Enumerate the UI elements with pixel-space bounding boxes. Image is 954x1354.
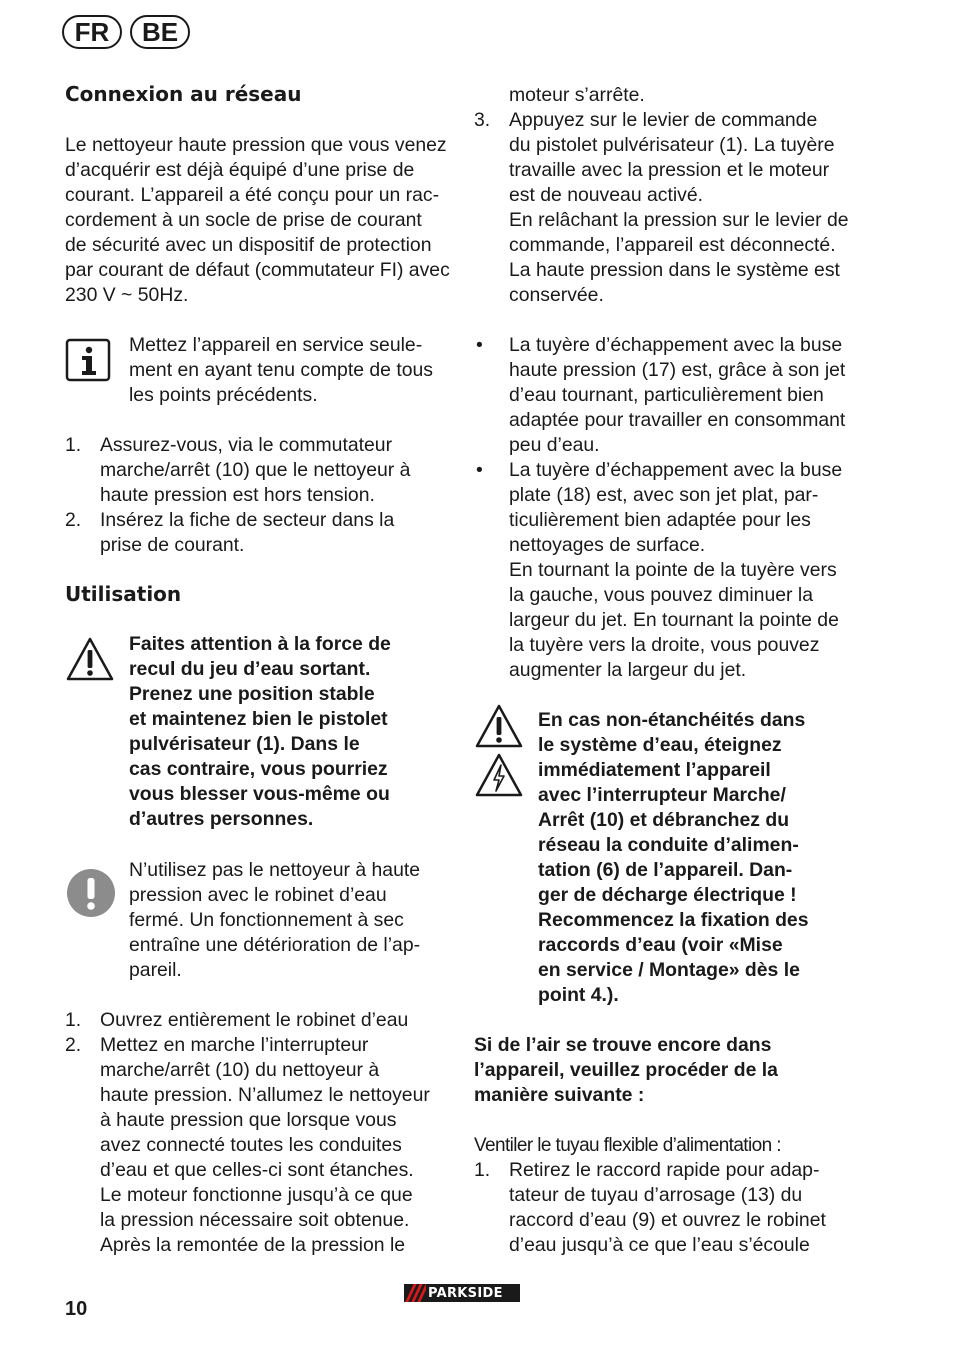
text-line: l’appareil, veuillez procéder de la	[474, 1059, 778, 1081]
text-line: du pistolet pulvérisateur (1). La tuyère	[509, 134, 835, 156]
text-line: est de nouveau activé.	[509, 184, 704, 206]
text-line: haute pression (17) est, grâce à son jet	[509, 359, 846, 381]
step-number: 1.	[65, 1009, 82, 1031]
text-line: ger de décharge électrique !	[538, 884, 797, 906]
air-in-device-heading	[474, 1033, 778, 1108]
text-line: tation (6) de l’appareil. Dan-	[538, 859, 793, 881]
text-line: travaille avec la pression et le moteur	[509, 159, 830, 181]
text-line: marche/arrêt (10) que le nettoyeur à	[100, 459, 411, 481]
heading-utilisation: Utilisation	[65, 582, 182, 606]
text-line: d’acquérir est déjà équipé d’une prise de	[65, 159, 415, 181]
text-line: point 4.).	[538, 984, 619, 1006]
text-line: cas contraire, vous pourriez	[129, 758, 388, 780]
text-line: prise de courant.	[100, 534, 245, 556]
text-line: ment en ayant tenu compte de tous	[129, 359, 433, 381]
text-line: d’autres personnes.	[129, 808, 314, 830]
warning-triangle-icon	[65, 636, 115, 689]
text-line: Insérez la fiche de secteur dans la	[100, 509, 395, 531]
info-icon	[65, 338, 111, 389]
text-line: Appuyez sur le levier de commande	[509, 109, 818, 131]
warning-recoil-text	[129, 632, 391, 832]
info-note	[129, 333, 433, 408]
text-line: haute pression. N’allumez le nettoyeur	[100, 1084, 430, 1106]
step-text	[100, 1008, 408, 1033]
text-line: Le moteur fonctionne jusqu’à ce que	[100, 1184, 413, 1206]
bullet-text	[509, 333, 845, 458]
step-number: 1.	[65, 434, 82, 456]
step-text	[100, 1033, 430, 1258]
text-line: N’utilisez pas le nettoyeur à haute	[129, 859, 421, 881]
text-line: En tournant la pointe de la tuyère vers	[509, 559, 837, 581]
attention-exclamation-icon	[66, 868, 116, 925]
page-number: 10	[65, 1298, 88, 1320]
text-line: avez connecté toutes les conduites	[100, 1134, 402, 1156]
text-line: La tuyère d’échappement avec la buse	[509, 459, 843, 481]
step-number: 2.	[65, 1034, 82, 1056]
step-three	[474, 108, 874, 318]
text-line: et maintenez bien le pistolet	[129, 708, 388, 730]
warning-triangle-icon	[474, 703, 524, 756]
continued-line	[509, 83, 645, 108]
text-line: entraîne une détérioration de l’ap-	[129, 934, 421, 956]
text-line: nettoyages de surface.	[509, 534, 706, 556]
text-line: La tuyère d’échappement avec la buse	[509, 334, 843, 356]
text-line: raccord d’eau (9) et ouvrez le robinet	[509, 1209, 826, 1231]
logo-stripes-icon	[404, 1284, 426, 1302]
text-line: plate (18) est, avec son jet plat, par-	[509, 484, 819, 506]
lang-badge-be: BE	[130, 15, 190, 49]
text-line: 230 V ~ 50Hz.	[65, 284, 189, 306]
text-line: les points précédents.	[129, 384, 318, 406]
electric-shock-warning-icon	[474, 752, 524, 805]
text-line: Assurez-vous, via le commutateur	[100, 434, 393, 456]
text-line: Le nettoyeur haute pression que vous venez	[65, 134, 447, 156]
lang-badge-fr: FR	[62, 15, 122, 49]
text-line: pression avec le robinet d’eau	[129, 884, 387, 906]
text-line: avec l’interrupteur Marche/	[538, 784, 786, 806]
bullet-text	[509, 458, 842, 683]
step-text	[509, 1158, 826, 1258]
text-line: fermé. Un fonctionnement à sec	[129, 909, 404, 931]
text-line: Faites attention à la force de	[129, 633, 391, 655]
heading-connexion: Connexion au réseau	[65, 82, 302, 106]
text-line: La haute pression dans le système est	[509, 259, 840, 281]
text-line: augmenter la largeur du jet.	[509, 659, 747, 681]
parkside-logo	[404, 1284, 520, 1302]
text-line: tateur de tuyau d’arrosage (13) du	[509, 1184, 803, 1206]
text-line: adaptée pour travailler en consommant	[509, 409, 846, 431]
step-text	[100, 433, 410, 508]
nozzle-bullet-list	[474, 333, 874, 693]
text-line: Recommencez la fixation des	[538, 909, 809, 931]
text-line: En relâchant la pression sur le levier de	[509, 209, 849, 231]
step-number: 1.	[474, 1159, 491, 1181]
text-line: Prenez une position stable	[129, 683, 375, 705]
text-line: d’eau et que celles-ci sont étanches.	[100, 1159, 414, 1181]
text-line: pulvérisateur (1). Dans le	[129, 733, 360, 755]
step-number: 2.	[65, 509, 82, 531]
text-line: cordement à un socle de prise de courant	[65, 209, 422, 231]
attention-dry-run-text	[129, 858, 420, 983]
text-line: en service / Montage» dès le	[538, 959, 800, 981]
step-text	[100, 508, 394, 558]
step-number: 3.	[474, 109, 491, 131]
text-line: conservée.	[509, 284, 604, 306]
bullet-mark: •	[476, 334, 483, 356]
connexion-paragraph	[65, 133, 450, 308]
text-line: peu d’eau.	[509, 434, 600, 456]
text-line: Ouvrez entièrement le robinet d’eau	[100, 1009, 409, 1031]
language-badges	[62, 15, 190, 49]
text-line: manière suivante :	[474, 1084, 645, 1106]
text-line: largeur du jet. En tournant la pointe de	[509, 609, 839, 631]
text-line: recul du jeu d’eau sortant.	[129, 658, 371, 680]
text-line: la pression nécessaire soit obtenue.	[100, 1209, 410, 1231]
text-line: d’eau tournant, particulièrement bien	[509, 384, 824, 406]
text-line: pareil.	[129, 959, 182, 981]
text-line: Mettez l’appareil en service seule-	[129, 334, 423, 356]
danger-leak-text	[538, 708, 808, 1008]
text-line: la tuyère vers la droite, vous pouvez	[509, 634, 820, 656]
step-text	[509, 108, 849, 308]
brand-name: PARKSIDE	[428, 1285, 503, 1301]
text-line: vous blesser vous-même ou	[129, 783, 390, 805]
text-line: d’eau jusqu’à ce que l’eau s’écoule	[509, 1234, 810, 1256]
text-line: Mettez en marche l’interrupteur	[100, 1034, 369, 1056]
text-line: par courant de défaut (commutateur FI) avec	[65, 259, 450, 281]
text-line: immédiatement l’appareil	[538, 759, 771, 781]
text-line: Retirez le raccord rapide pour adap-	[509, 1159, 820, 1181]
text-line: la gauche, vous pouvez diminuer la	[509, 584, 813, 606]
text-line: moteur s’arrête.	[509, 84, 645, 106]
steps-list-utilisation	[65, 1008, 455, 1268]
vent-hose-steps	[474, 1158, 874, 1268]
text-line: marche/arrêt (10) du nettoyeur à	[100, 1059, 380, 1081]
steps-list-connexion	[65, 433, 455, 556]
text-line: le système d’eau, éteignez	[538, 734, 782, 756]
text-line: haute pression est hors tension.	[100, 484, 375, 506]
text-line: Après la remontée de la pression le	[100, 1234, 406, 1256]
text-line: En cas non-étanchéités dans	[538, 709, 806, 731]
text-line: raccords d’eau (voir «Mise	[538, 934, 783, 956]
text-line: à haute pression que lorsque vous	[100, 1109, 397, 1131]
vent-hose-subheading: Ventiler le tuyau flexible d’alimentation :	[474, 1135, 781, 1156]
bullet-mark: •	[476, 459, 483, 481]
text-line: ticulièrement bien adaptée pour les	[509, 509, 811, 531]
text-line: de sécurité avec un dispositif de protection	[65, 234, 432, 256]
text-line: Si de l’air se trouve encore dans	[474, 1034, 772, 1056]
text-line: réseau la conduite d’alimen-	[538, 834, 799, 856]
text-line: courant. L’appareil a été conçu pour un rac-	[65, 184, 440, 206]
text-line: Arrêt (10) et débranchez du	[538, 809, 790, 831]
text-line: commande, l’appareil est déconnecté.	[509, 234, 836, 256]
